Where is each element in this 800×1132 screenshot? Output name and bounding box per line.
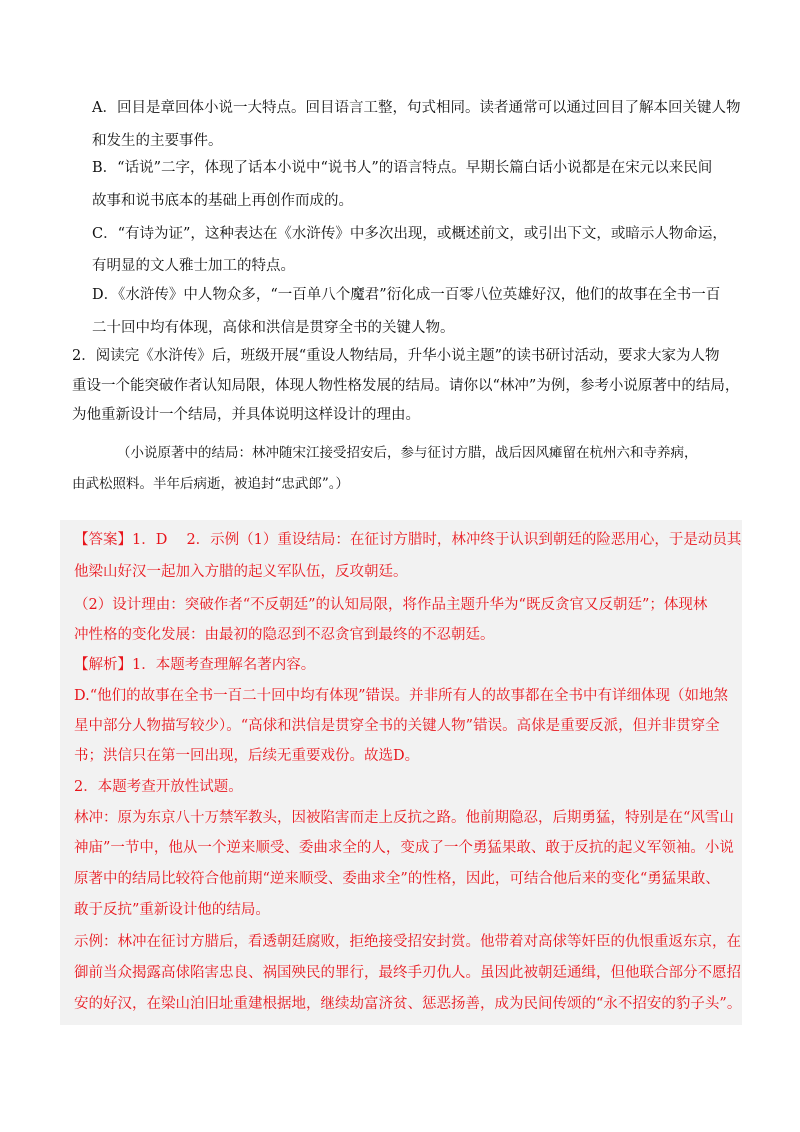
option-a-line2: 和发生的主要事件。	[92, 133, 223, 149]
question2-line2: 重设一个能突破作者认知局限，体现人物性格发展的结局。请你以“林冲”为例，参考小说原著中的结局，	[72, 378, 740, 394]
option-d-line2: 二十回中均有体现，高俅和洪信是贯穿全书的关键人物。	[92, 320, 455, 336]
analysis-q2-line2: 神庙”一节中，他从一个逆来顺受、委曲求全的人，变成了一个勇猛果敢、敢于反抗的起义军领袖。小说	[74, 840, 734, 856]
option-d-line1: D．《水浒传》中人物众多，“一百单八个魔君”衍化成一百零八位英雄好汉，他们的故事在全书一百	[92, 287, 721, 303]
answer-line4: 冲性格的变化发展：由最初的隐忍到不忍贪官到最终的不忍朝廷。	[74, 627, 495, 643]
question2-line1: 2．阅读完《水浒传》后，班级开展“重设人物结局，升华小说主题”的读书研讨活动，要求大家为人物	[72, 348, 720, 364]
option-b-line1: B．“话说”二字，体现了话本小说中“说书人”的语言特点。早期长篇白话小说都是在宋元以来民间	[92, 160, 713, 176]
question2-note-line2: 由武松照料。半年后病逝，被追封“忠武郎”。）	[72, 476, 350, 492]
option-a-line1: A．回目是章回体小说一大特点。回目语言工整，句式相同。读者通常可以通过回目了解本回关键人物	[92, 100, 741, 116]
option-c-line1: C．“有诗为证”，这种表达在《水浒传》中多次出现，或概述前文，或引出下文，或暗示人物命运，	[92, 226, 727, 242]
analysis-line3: 书；洪信只在第一回出现，后续无重要戏份。故选D。	[74, 748, 420, 764]
example-line3: 安的好汉，在梁山泊旧址重建根据地，继续劫富济贫、惩恶扬善，成为民间传颂的“永不招安的豹子头”。	[74, 996, 742, 1012]
question2-note-line1: （小说原著中的结局：林冲随宋江接受招安后，参与征讨方腊，战后因风瘫留在杭州六和寺养病，	[117, 445, 698, 461]
answer-line3: （2）设计理由：突破作者“不反朝廷”的认知局限，将作品主题升华为“既反贪官又反朝廷”；体现林	[74, 597, 708, 613]
answer-line1: 【答案】1．D 2．示例（1）重设结局：在征讨方腊时，林冲终于认识到朝廷的险恶用心，于是动员其	[74, 532, 742, 548]
question2-line3: 为他重新设计一个结局，并具体说明这样设计的理由。	[72, 407, 420, 423]
analysis-line2: 星中部分人物描写较少）。“高俅和洪信是贯穿全书的关键人物”错误。高俅是重要反派，但并非贯穿全	[74, 718, 720, 734]
analysis-line1: D.“他们的故事在全书一百二十回中均有体现”错误。并非所有人的故事都在全书中有详细体现（如地煞	[74, 688, 729, 704]
analysis-q2-line3: 原著中的结局比较符合他前期“逆来顺受、委曲求全”的性格，因此，可结合他后来的变化“勇猛果敢、	[74, 871, 720, 887]
example-line2: 御前当众揭露高俅陷害忠良、祸国殃民的罪行，最终手刃仇人。虽因此被朝廷通缉，但他联合部分不愿招	[74, 965, 741, 981]
option-c-line2: 有明显的文人雅士加工的特点。	[92, 258, 295, 274]
analysis-q2-line1: 林冲：原为东京八十万禁军教头，因被陷害而走上反抗之路。他前期隐忍，后期勇猛，特别是在“风雪山	[74, 810, 734, 826]
example-line1: 示例：林冲在征讨方腊后，看透朝廷腐败，拒绝接受招安封赏。他带着对高俅等奸臣的仇恨重返东京，在	[74, 934, 741, 950]
analysis-q2-heading: 2．本题考查开放性试题。	[74, 779, 243, 795]
analysis-heading: 【解析】1．本题考查理解名著内容。	[74, 657, 316, 673]
analysis-q2-line4: 敢于反抗”重新设计他的结局。	[74, 902, 270, 918]
option-b-line2: 故事和说书底本的基础上再创作而成的。	[92, 193, 353, 209]
answer-line2: 他梁山好汉一起加入方腊的起义军队伍，反攻朝廷。	[74, 564, 408, 580]
